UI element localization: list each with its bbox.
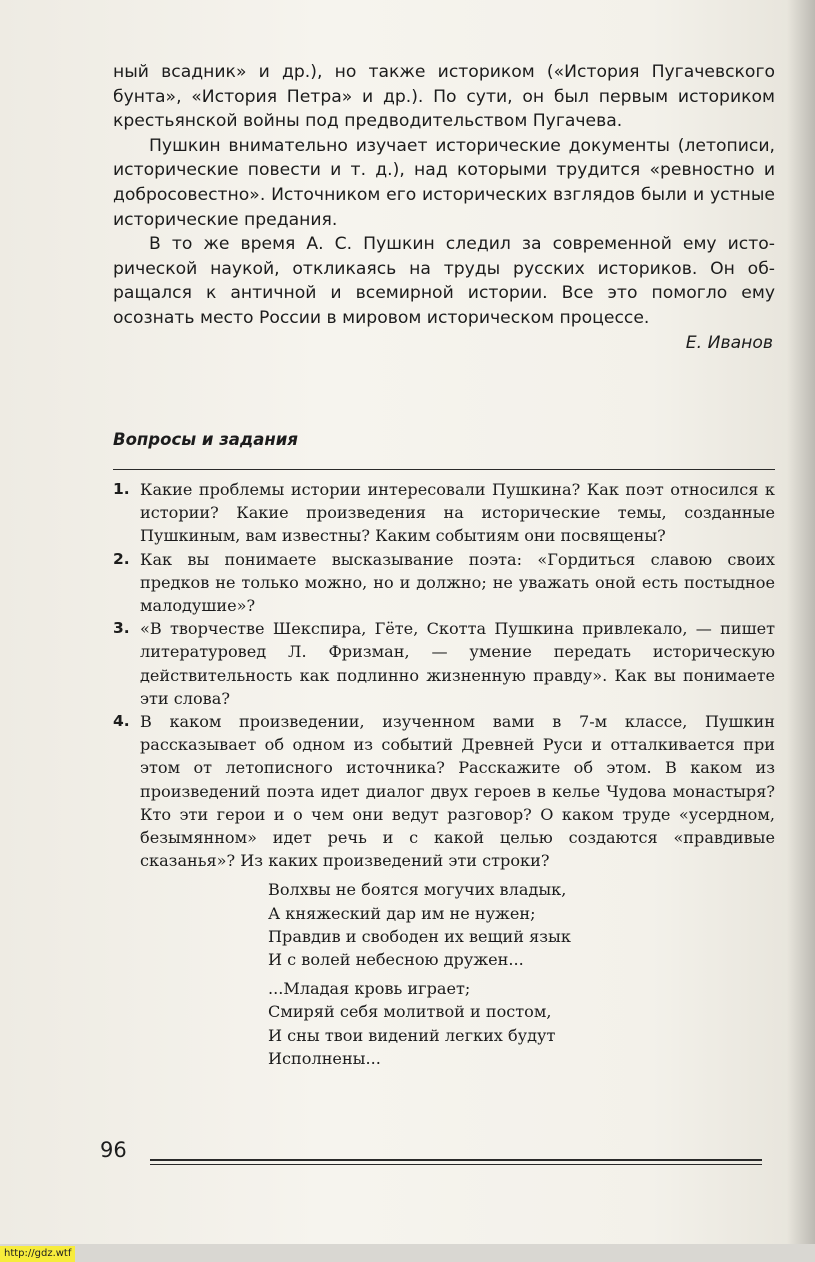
article-author: Е. Иванов [685, 332, 773, 353]
page-number: 96 [100, 1138, 127, 1162]
question-text: «В творчестве Шекспира, Гёте, Скотта Пушкина привлекало, — пишет литературовед Л. Фризман, — умение передать историческую действительность как подлинно жизненную правду». Как вы понимаете эти слова? [140, 619, 775, 708]
question-item [113, 710, 775, 1070]
question-number: 3. [113, 619, 130, 638]
section-divider [113, 469, 775, 470]
poem-line: ...Младая кровь играет; [268, 979, 471, 999]
poem-line: Правдив и свободен их вещий язык [268, 926, 571, 946]
intro-paragraph: В то же время А. С. Пушкин следил за современной ему исторической наукой, откликаясь на труды русских историков. Он обращался к античной и всемирной истории. Все это помогло ему осознать место России в мировом историческом процессе. [113, 234, 775, 328]
page-spine-shadow [787, 0, 815, 1262]
watermark-link[interactable]: http://gdz.wtf [0, 1246, 75, 1262]
footer-rule [150, 1159, 762, 1165]
intro-text [113, 60, 775, 355]
question-item [113, 617, 775, 710]
scan-bottom-band [0, 1244, 815, 1262]
section-title: Вопросы и задания [113, 430, 298, 449]
question-text: Как вы понимаете высказывание поэта: «Гордиться славою своих предков не только можно, но и должно; не уважать оной есть постыдное малодушие»? [140, 549, 775, 616]
question-number: 1. [113, 480, 130, 498]
question-number: 4. [113, 712, 130, 731]
poem-line: А княжеский дар им не нужен; [268, 903, 536, 923]
poem-quote [268, 878, 775, 1070]
poem-line: Смиряй себя молитвой и постом, [268, 1002, 552, 1022]
intro-paragraph: ный всадник» и др.), но также историком («История Пугачевского бунта», «История Петра» и др.). По сути, он был первым историком крестьянской войны под предводительством Пугачева. [113, 62, 775, 132]
question-text: В каком произведении, изученном вами в 7-м классе, Пушкин рассказывает об одном из событий Древней Руси и отталкивается при этом от летописного источника? Расскажите об этом. В каком из произведений поэта идет диалог двух героев в келье Чудова монастыря? Кто эти герои и о чем они ведут разговор? О каком труде «усердном, безымянном» идет речь и с какой целью создаются «правдивые сказанья»? Из каких произведений эти строки? [140, 712, 775, 871]
question-number: 2. [113, 549, 130, 568]
poem-line: И сны твои видений легких будут [268, 1025, 556, 1045]
intro-paragraph: Пушкин внимательно изучает исторические документы (летописи, исторические повести и т. д.), над которыми трудится «ревностно и добросовестно». Источником его исторических взглядов были и устные исторические предания. [113, 135, 775, 230]
poem-line: Исполнены... [268, 1048, 381, 1068]
question-item [113, 478, 775, 548]
question-text: Какие проблемы истории интересовали Пушкина? Как поэт относился к истории? Какие произведения на исторические темы, созданные Пушкиным, вам известны? Каким событиям они посвящены? [140, 480, 775, 546]
questions-list [113, 478, 775, 1070]
poem-line: Волхвы не боятся могучих владык, [268, 880, 567, 900]
poem-line: И с волей небесною дружен... [268, 950, 524, 970]
question-item [113, 548, 775, 618]
